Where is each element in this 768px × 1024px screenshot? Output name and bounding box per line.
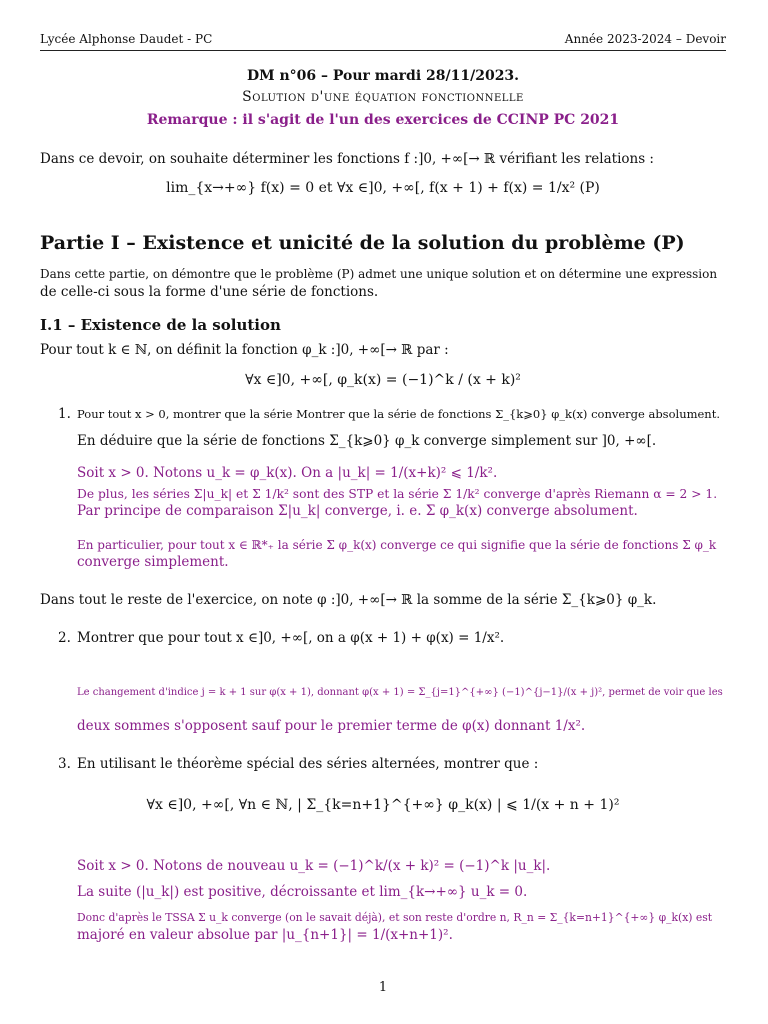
section-title: I.1 – Existence de la solution bbox=[40, 316, 281, 334]
part-intro-line2: de celle-ci sous la forme d'une série de fonctions. bbox=[40, 284, 379, 300]
q3-answer-3: Donc d'après le TSSA Σ u_k converge (on le savait déjà), et son reste d'ordre n, R_n = Σ_{k=n+1}^{+∞} φ_k(x) est bbox=[77, 911, 713, 924]
q2-number: 2. bbox=[58, 630, 71, 646]
q3-equation: ∀x ∈]0, +∞[, ∀n ∈ ℕ, | Σ_{k=n+1}^{+∞} φ_k(x) | ⩽ 1/(x + n + 1)² bbox=[146, 797, 620, 813]
intro-equation: lim_{x→+∞} f(x) = 0 et ∀x ∈]0, +∞[, f(x + 1) + f(x) = 1/x² (P) bbox=[166, 180, 600, 196]
q3-line1: En utilisant le théorème spécial des séries alternées, montrer que : bbox=[77, 756, 539, 772]
part-title: Partie I – Existence et unicité de la solution du problème (P) bbox=[40, 232, 685, 254]
q1-line2: En déduire que la série de fonctions Σ_{k⩾0} φ_k converge simplement sur ]0, +∞[. bbox=[77, 433, 657, 449]
q3-number: 3. bbox=[58, 756, 71, 772]
q3-answer-1: Soit x > 0. Notons de nouveau u_k = (−1)^k/(x + k)² = (−1)^k |u_k|. bbox=[77, 858, 551, 874]
header-rule bbox=[40, 50, 726, 51]
q1-answer-3: Par principe de comparaison Σ|u_k| converge, i. e. Σ φ_k(x) converge absolument. bbox=[77, 503, 638, 519]
q1-number: 1. bbox=[58, 406, 71, 422]
q2-answer-1: Le changement d'indice j = k + 1 sur φ(x + 1), donnant φ(x + 1) = Σ_{j=1}^{+∞} (−1)^{j−1}/(x + j)², permet de voir que les bbox=[77, 687, 723, 698]
doc-subtitle: Solution d'une équation fonctionnelle bbox=[242, 89, 524, 105]
bridge-text: Dans tout le reste de l'exercice, on note φ :]0, +∞[→ ℝ la somme de la série Σ_{k⩾0} φ_k. bbox=[40, 592, 657, 608]
header-left: Lycée Alphonse Daudet - PC bbox=[40, 32, 213, 46]
intro-text: Dans ce devoir, on souhaite déterminer les fonctions f :]0, +∞[→ ℝ vérifiant les relations : bbox=[40, 151, 654, 167]
q3-answer-2: La suite (|u_k|) est positive, décroissante et lim_{k→+∞} u_k = 0. bbox=[77, 884, 528, 900]
page-number: 1 bbox=[378, 980, 388, 995]
q1-answer-1: Soit x > 0. Notons u_k = φ_k(x). On a |u_k| = 1/(x+k)² ⩽ 1/k². bbox=[77, 465, 498, 481]
doc-remark: Remarque : il s'agit de l'un des exercices de CCINP PC 2021 bbox=[146, 112, 620, 128]
definition-line: Pour tout k ∈ ℕ, on définit la fonction φ_k :]0, +∞[→ ℝ par : bbox=[40, 342, 449, 358]
q1-line1: Pour tout x > 0, montrer que la série Montrer que la série de fonctions Σ_{k⩾0} φ_k(x) converge absolument. bbox=[77, 407, 720, 421]
q2-line1: Montrer que pour tout x ∈]0, +∞[, on a φ(x + 1) + φ(x) = 1/x². bbox=[77, 630, 505, 646]
header-right: Année 2023-2024 – Devoir bbox=[564, 32, 726, 46]
part-intro-line1: Dans cette partie, on démontre que le problème (P) admet une unique solution et on détermine une expression bbox=[40, 267, 718, 281]
q3-answer-4: majoré en valeur absolue par |u_{n+1}| = 1/(x+n+1)². bbox=[77, 927, 453, 943]
q1-answer-2: De plus, les séries Σ|u_k| et Σ 1/k² sont des STP et la série Σ 1/k² converge d'après Riemann α = 2 > 1. bbox=[77, 487, 718, 501]
q2-answer-2: deux sommes s'opposent sauf pour le premier terme de φ(x) donnant 1/x². bbox=[77, 718, 586, 734]
q1-answer-4: En particulier, pour tout x ∈ ℝ*₊ la série Σ φ_k(x) converge ce qui signifie que la série de fonctions Σ φ_k bbox=[77, 538, 717, 552]
definition-equation: ∀x ∈]0, +∞[, φ_k(x) = (−1)^k / (x + k)² bbox=[245, 372, 521, 388]
doc-title: DM n°06 – Pour mardi 28/11/2023. bbox=[246, 68, 520, 84]
q1-answer-5: converge simplement. bbox=[77, 554, 229, 570]
